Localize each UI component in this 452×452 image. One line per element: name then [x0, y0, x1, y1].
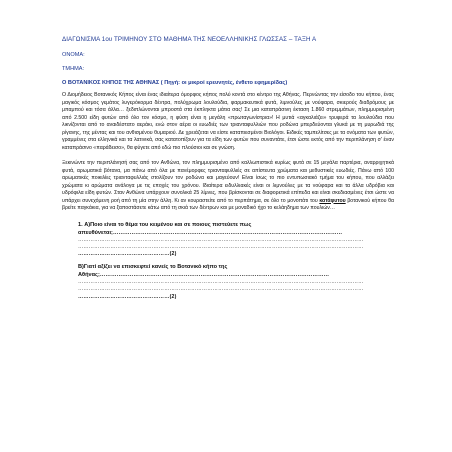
exam-title: ΔΙΑΓΩΝΙΣΜΑ 1ου ΤΡΙΜΗΝΟΥ ΣΤΟ ΜΑΘΗΜΑ ΤΗΣ ΝΕΟΕΛΛΗΝΙΚΗΣ ΓΛΩΣΣΑΣ – ΤΑΞΗ Α [62, 36, 317, 43]
question-1-points: ……………………………………………(2) [78, 250, 177, 257]
answer-line-4[interactable]: …………………………………………………………………………………………………………………………………………… [78, 286, 364, 293]
class-field-label: ΤΜΗΜΑ: [62, 66, 85, 72]
question-2-text: Β)Γιατί αξίζει να επισκεφτεί κανείς το Βοτανικό κήπο της Αθήνας;…………………………………………………………………………………………………………… [78, 264, 330, 279]
answer-line-2[interactable]: …………………………………………………………………………………………………………………………………………… [78, 243, 364, 250]
name-field-label: ΟΝΟΜΑ: [62, 52, 85, 58]
question-1 [78, 221, 394, 237]
question-1-text: Α)Ποιο είναι το θέμα του κειμένου και σε ποιους πιστεύετε πως απευθύνεται;…………………………………………………………………………………………………………… [78, 221, 343, 236]
paragraph-1: Ο Διομήδειος Βοτανικός Κήπος είναι ένας ιδιαίτερα όμορφος κήπος πολύ κοντά στο κέντρο της Αθήνας. Περνώντας την είσοδο του κήπου, ένας μαγικός κόσμος γεμάτος λυγερόκορμα δέντρα, πολύχρωμα λουλούδια, φαρμακευτικά φυτά, λιμνούλες με νούφαρα, σκιερούς διαδρόμους με μπαμπού και τόσα άλλα… ξεδιπλώνονται μπροστά στα έκπληκτα μάτια σας! Σε μια καταπράσινη έκταση 1.860 στρεμμάτων, πλημμυρισμένη από 2.500 είδη φυτών από όλο τον κόσμο, η φύση είναι η μεγάλη «πρωταγωνίστρια»! Η μυτιά «αγκαλιάζει» τρυφερά τα λουλούδια που λικνίζονται από το αναιδέστατο αεράκι, ενώ στον αέρα οι ευωδιές των τριανταφυλλιών που ροδώνα μπερδεύονται γλυκά με τη μυρωδιά της ρίγανης, της μέντας και του ανθισμένου θυμαριού. Δε χρειάζεται να είστε καταπιεσμένοι Βιολόγοι. Ειδικές ταμπελίτσες με τα ονόματα των φυτών, γραμμένες στα ελληνικά και τα λατινικά, σας κατατοπίζουν για τα είδη των φυτών που συναντάτε, έτσι ώστε εκτός από την περιπλάνηση σ' έναν καταπράσινο «παράδεισο», θα φύγετε από εδώ πιο πλούσιοι και σε γνώση. [62, 92, 394, 151]
answer-line-3[interactable]: …………………………………………………………………………………………………………………………………………… [78, 279, 364, 286]
question-1-number: 1. [78, 221, 83, 228]
answer-line-1[interactable]: …………………………………………………………………………………………………………………………………………… [78, 236, 364, 243]
question-2-points: ……………………………………………(2) [78, 293, 177, 300]
paragraph-2-part-a: Ξεκινώντε την περιπλάνησή σας από τον Ανθώνα, τον πλημμυρισμένο από καλλωπιστικά κυρίως φυτά σε 15 μεγάλα παρτέρια, αναρριχητικά φυτά, αρωματικά βότανα, μα πάνω από όλα με πανέμορφες τριανταφυλλιές σε απίστευτα χρώματα και μεθυστικές ευωδιές. Πάνω από 100 αρωματικές ποικιλίες τριανταφυλλιάς στολίζουν τον ροδώνα και μαγεύουν! Είναι ίσως το πιο εντυπωσιακό τμήμα του κήπου, που αλλάζει χρώματα κι αρώματα ανάλογα με τις εποχές του χρόνου. Ιδιαίτερα ειδυλλιακές είναι οι λιμνούλες με τα νούφαρα και τα άλλα υδρόβια και υδρόφιλα είδη φυτών. Σταν Ανθώνα υπάρχουν συνολικά 25 λίμνες, που βρίσκονται σε διαφορετικά επίπεδα και είναι σκεδιασμένες έτσι ώστε να υπάρχει συνεχόμενη ροή από τη μία στην άλλη. Κι αν κουραστείτε από το περπάτημα, σε όλο το μονοπάτι του [62, 160, 394, 204]
text-subtitle: Ο ΒΟΤΑΝΙΚΟΣ ΚΗΠΟΣ ΤΗΣ ΑΘΗΝΑΣ ( Πηγή: οι μικροί ερευνητές, ένθετο εφημερίδας) [62, 80, 288, 86]
paragraph-2-part-b: βοτανικού κήπου θα βρείτε παγκάκια, για να ξαποστάσετε κάτω από τη σκιά των δέντρων και με μοναδικό ήχο το κελάηδημα των πουλιών… [62, 197, 394, 211]
underlined-word: κατάφυτου [319, 197, 346, 204]
paragraph-2 [62, 160, 394, 213]
